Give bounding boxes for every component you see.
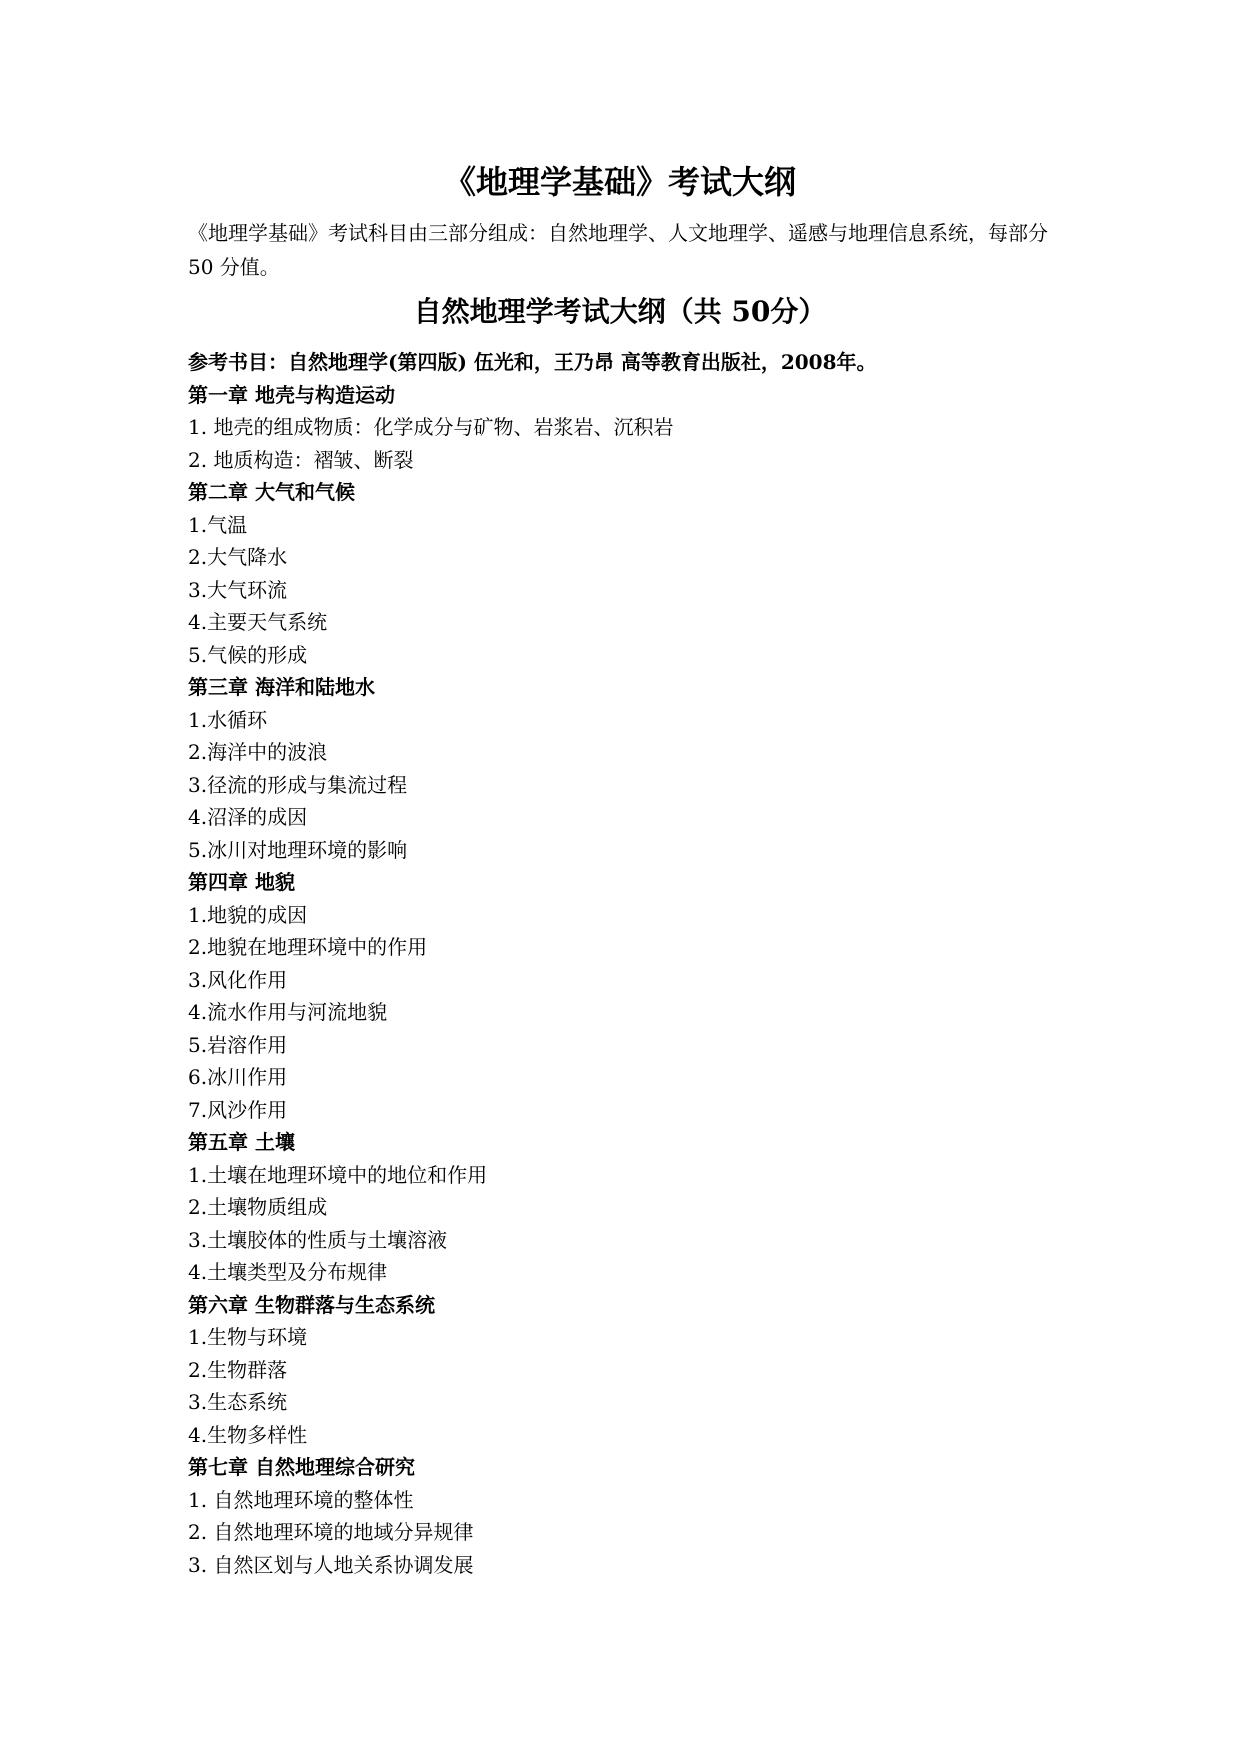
chapter-heading: 第一章 地壳与构造运动 (188, 382, 395, 407)
chapter-item: 5.冰川对地理环境的影响 (188, 837, 408, 862)
chapter-item: 1. 地壳的组成物质：化学成分与矿物、岩浆岩、沉积岩 (188, 415, 674, 439)
chapter-item: 2. 自然地理环境的地域分异规律 (188, 1520, 474, 1544)
chapter-item: 2.大气降水 (188, 545, 288, 569)
outline-list (188, 346, 1088, 1581)
chapter-item: 3.土壤胶体的性质与土壤溶液 (188, 1227, 448, 1252)
chapter-item: 2. 地质构造：褶皱、断裂 (188, 447, 414, 472)
chapter-heading: 第四章 地貌 (188, 870, 295, 894)
chapter-item: 1.水循环 (188, 707, 268, 732)
chapter-item: 2.海洋中的波浪 (188, 740, 328, 764)
chapter-item: 1.生物与环境 (188, 1325, 308, 1349)
section-title: 自然地理学考试大纲（共 50分） (413, 295, 827, 328)
reference-books: 参考书目：自然地理学(第四版) 伍光和，王乃昂 高等教育出版社，2008年。 (188, 350, 877, 374)
chapter-item: 5.气候的形成 (188, 642, 308, 667)
document-title: 《地理学基础》考试大纲 (443, 163, 796, 201)
chapter-item: 3.径流的形成与集流过程 (188, 772, 408, 797)
chapter-item: 3.生态系统 (188, 1390, 288, 1414)
chapter-item: 2.地貌在地理环境中的作用 (188, 935, 428, 959)
chapter-item: 1.气温 (188, 512, 248, 537)
intro-paragraph: 《地理学基础》考试科目由三部分组成：自然地理学、人文地理学、遥感与地理信息系统，每部分 50 分值。 (188, 221, 1048, 279)
chapter-item: 4.沼泽的成因 (188, 805, 308, 829)
chapter-item: 2.土壤物质组成 (188, 1195, 328, 1219)
chapter-item: 7.风沙作用 (188, 1097, 288, 1122)
chapter-item: 4.主要天气系统 (188, 610, 328, 634)
chapter-heading: 第六章 生物群落与生态系统 (188, 1292, 435, 1317)
chapter-item: 1.土壤在地理环境中的地位和作用 (188, 1162, 488, 1187)
chapter-heading: 第三章 海洋和陆地水 (188, 675, 375, 699)
chapter-item: 1. 自然地理环境的整体性 (188, 1487, 414, 1512)
chapter-heading: 第二章 大气和气候 (188, 480, 355, 504)
chapter-item: 6.冰川作用 (188, 1065, 288, 1089)
chapter-item: 3.大气环流 (188, 577, 288, 602)
chapter-item: 4.土壤类型及分布规律 (188, 1260, 388, 1284)
chapter-item: 5.岩溶作用 (188, 1032, 288, 1057)
chapter-item: 2.生物群落 (188, 1357, 288, 1382)
chapter-heading: 第七章 自然地理综合研究 (188, 1455, 415, 1479)
chapter-item: 4.流水作用与河流地貌 (188, 1000, 388, 1024)
chapter-item: 3.风化作用 (188, 967, 288, 992)
chapter-item: 3. 自然区划与人地关系协调发展 (188, 1552, 474, 1577)
chapter-item: 1.地貌的成因 (188, 902, 308, 927)
chapter-heading: 第五章 土壤 (188, 1130, 295, 1154)
chapter-item: 4.生物多样性 (188, 1422, 308, 1447)
